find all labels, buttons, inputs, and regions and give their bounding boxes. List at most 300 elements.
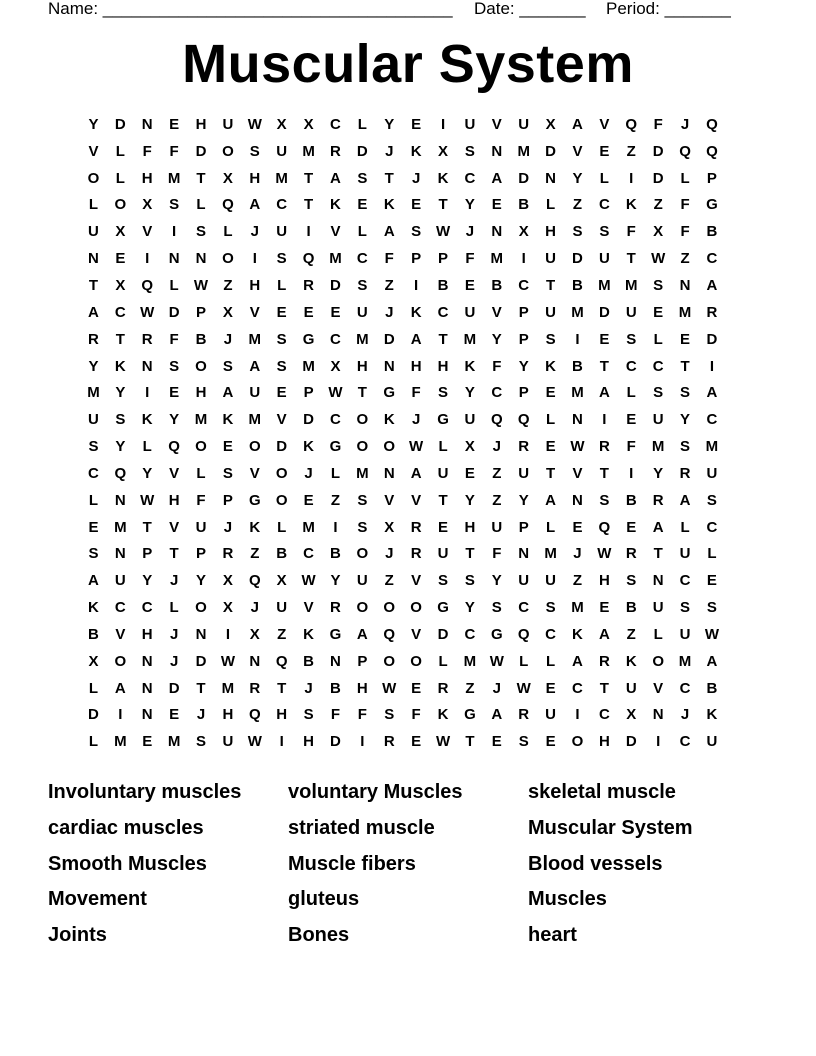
grid-letter: V xyxy=(384,491,395,509)
grid-letter: Q xyxy=(383,625,396,643)
grid-letter: B xyxy=(88,625,99,643)
grid-letter: U xyxy=(464,115,476,133)
grid-letter: V xyxy=(411,625,422,643)
grid-letter: H xyxy=(195,115,207,133)
grid-letter: S xyxy=(464,142,475,160)
student-info-header xyxy=(48,0,748,22)
grid-letter: P xyxy=(438,250,449,268)
grid-letter: S xyxy=(518,733,529,751)
grid-letter: F xyxy=(196,491,206,509)
grid-letter: A xyxy=(222,384,234,402)
grid-letter: G xyxy=(302,330,315,348)
grid-letter: M xyxy=(463,330,477,348)
grid-letter: B xyxy=(330,545,341,563)
grid-letter: G xyxy=(464,706,476,724)
grid-letter: A xyxy=(410,464,422,482)
grid-letter: S xyxy=(680,384,691,402)
grid-letter: W xyxy=(516,679,531,697)
grid-letter: C xyxy=(330,115,341,133)
grid-letter: A xyxy=(330,169,341,187)
grid-letter: T xyxy=(196,679,206,697)
grid-letter: X xyxy=(249,625,260,643)
grid-letter: U xyxy=(518,572,530,590)
grid-letter: U xyxy=(706,464,718,482)
grid-letter: J xyxy=(680,706,690,724)
grid-letter: S xyxy=(357,518,368,536)
grid-letter: Z xyxy=(653,196,663,214)
grid-letter: M xyxy=(248,330,262,348)
grid-letter: Y xyxy=(572,169,583,187)
grid-letter: N xyxy=(141,357,153,375)
grid-letter: F xyxy=(357,706,367,724)
grid-letter: E xyxy=(680,330,691,348)
grid-letter: M xyxy=(194,411,208,429)
grid-letter: N xyxy=(88,250,99,268)
grid-letter: Q xyxy=(222,196,234,214)
grid-letter: E xyxy=(438,518,449,536)
grid-letter: S xyxy=(249,142,260,160)
grid-letter: I xyxy=(145,250,150,268)
grid-letter: Y xyxy=(115,438,126,456)
grid-letter: H xyxy=(598,733,610,751)
page-title: Muscular System xyxy=(182,34,634,94)
grid-letter: T xyxy=(142,518,152,536)
grid-letter: U xyxy=(222,733,234,751)
grid-letter: D xyxy=(330,276,341,294)
grid-letter: F xyxy=(330,706,341,724)
grid-letter: A xyxy=(88,303,99,321)
grid-letter: U xyxy=(679,625,691,643)
grid-letter: O xyxy=(410,652,422,670)
grid-letter: L xyxy=(88,196,99,214)
grid-letter: E xyxy=(491,733,502,751)
grid-letter: J xyxy=(196,706,206,724)
grid-letter: Z xyxy=(572,196,583,214)
grid-letter: A xyxy=(491,169,503,187)
grid-letter: C xyxy=(330,411,341,429)
grid-letter: H xyxy=(195,384,207,402)
grid-letter: R xyxy=(410,518,422,536)
grid-letter: C xyxy=(303,545,314,563)
grid-letter: N xyxy=(679,276,691,294)
grid-letter: A xyxy=(356,625,368,643)
grid-letter: A xyxy=(249,196,261,214)
grid-letter: O xyxy=(275,464,288,482)
grid-letter: C xyxy=(518,276,530,294)
grid-letter: W xyxy=(140,303,155,321)
grid-letter: J xyxy=(250,599,259,617)
grid-letter: D xyxy=(330,733,341,751)
grid-letter: V xyxy=(249,303,260,321)
grid-letter: M xyxy=(114,733,127,751)
grid-letter: P xyxy=(518,518,529,536)
grid-letter: U xyxy=(518,115,530,133)
grid-letter: N xyxy=(195,250,207,268)
grid-letter: N xyxy=(114,491,126,509)
grid-letter: U xyxy=(679,545,691,563)
grid-letter: H xyxy=(249,276,261,294)
grid-letter: W xyxy=(247,733,262,751)
grid-letter: T xyxy=(196,169,206,187)
grid-letter: G xyxy=(706,196,718,214)
grid-letter: J xyxy=(680,115,690,133)
grid-letter: N xyxy=(572,491,583,509)
grid-letter: H xyxy=(168,491,180,509)
grid-letter: S xyxy=(706,599,717,617)
grid-letter: Y xyxy=(330,572,341,590)
grid-letter: X xyxy=(626,706,637,724)
grid-letter: Q xyxy=(141,276,154,294)
grid-letter: K xyxy=(437,169,449,187)
grid-letter: C xyxy=(598,706,610,724)
grid-letter: S xyxy=(599,491,610,509)
grid-letter: P xyxy=(357,652,368,670)
grid-letter: S xyxy=(303,706,314,724)
grid-letter: P xyxy=(411,250,422,268)
grid-letter: Y xyxy=(88,357,99,375)
grid-letter: C xyxy=(679,679,691,697)
grid-letter: B xyxy=(276,545,288,563)
word-bank-item: Movement xyxy=(48,888,147,911)
grid-letter: B xyxy=(572,357,583,375)
grid-letter: Z xyxy=(277,625,287,643)
grid-letter: U xyxy=(518,464,530,482)
grid-letter: Z xyxy=(626,142,636,160)
grid-letter: E xyxy=(330,303,341,321)
grid-letter: X xyxy=(653,223,664,241)
grid-letter: A xyxy=(545,491,556,509)
grid-letter: U xyxy=(195,518,207,536)
grid-letter: L xyxy=(142,438,152,456)
grid-letter: U xyxy=(464,411,476,429)
grid-letter: B xyxy=(518,196,530,214)
word-bank xyxy=(48,778,768,957)
grid-letter: R xyxy=(652,491,664,509)
grid-letter: U xyxy=(88,223,99,241)
word-bank-item: Smooth Muscles xyxy=(48,852,207,875)
grid-letter: U xyxy=(276,142,288,160)
grid-letter: H xyxy=(222,706,234,724)
grid-letter: K xyxy=(88,599,99,617)
grid-letter: O xyxy=(356,411,369,429)
grid-letter: X xyxy=(384,518,395,536)
grid-letter: M xyxy=(463,652,477,670)
grid-letter: M xyxy=(302,518,315,536)
grid-letter: W xyxy=(409,438,424,456)
grid-letter: J xyxy=(169,625,179,643)
grid-letter: M xyxy=(248,411,262,429)
grid-letter: D xyxy=(356,142,368,160)
grid-letter: F xyxy=(653,115,663,133)
grid-letter: N xyxy=(168,250,180,268)
word-bank-item: Bones xyxy=(288,924,350,947)
grid-letter: X xyxy=(545,115,556,133)
word-bank-item: cardiac muscles xyxy=(48,816,204,839)
grid-letter: X xyxy=(115,276,126,294)
grid-letter: A xyxy=(706,652,718,670)
grid-letter: C xyxy=(141,599,153,617)
grid-letter: A xyxy=(249,357,261,375)
grid-letter: U xyxy=(276,599,288,617)
grid-letter: Y xyxy=(464,384,475,402)
grid-letter: Z xyxy=(572,572,583,590)
grid-letter: C xyxy=(598,196,610,214)
grid-letter: T xyxy=(115,330,125,348)
grid-letter: A xyxy=(491,706,503,724)
grid-letter: T xyxy=(303,196,314,214)
grid-letter: S xyxy=(88,438,99,456)
grid-letter: M xyxy=(167,733,181,751)
grid-letter: Z xyxy=(250,545,260,563)
grid-letter: D xyxy=(195,142,207,160)
grid-letter: D xyxy=(598,303,610,321)
date-field-label: Date: _______ xyxy=(474,0,586,18)
grid-letter: E xyxy=(142,733,153,751)
grid-letter: J xyxy=(169,652,179,670)
grid-letter: D xyxy=(625,733,637,751)
grid-letter: S xyxy=(276,330,287,348)
grid-letter: X xyxy=(330,357,341,375)
grid-letter: U xyxy=(625,303,637,321)
grid-letter: U xyxy=(706,733,718,751)
grid-letter: K xyxy=(383,196,395,214)
grid-letter: Y xyxy=(518,491,529,509)
grid-letter: I xyxy=(279,733,284,751)
grid-letter: V xyxy=(303,599,314,617)
grid-letter: N xyxy=(330,652,341,670)
grid-letter: K xyxy=(706,706,718,724)
grid-letter: S xyxy=(626,330,637,348)
grid-letter: L xyxy=(546,518,556,536)
grid-letter: S xyxy=(706,491,717,509)
grid-letter: B xyxy=(437,276,449,294)
grid-letter: M xyxy=(490,250,504,268)
grid-letter: R xyxy=(625,545,637,563)
grid-letter: X xyxy=(222,599,233,617)
grid-letter: R xyxy=(141,330,153,348)
grid-letter: A xyxy=(410,330,422,348)
grid-letter: C xyxy=(545,625,556,643)
grid-letter: I xyxy=(521,250,526,268)
grid-letter: M xyxy=(87,384,100,402)
grid-letter: I xyxy=(629,464,634,482)
grid-letter: S xyxy=(438,384,449,402)
grid-letter: M xyxy=(329,250,342,268)
grid-letter: O xyxy=(248,438,261,456)
grid-letter: U xyxy=(545,706,556,724)
grid-letter: F xyxy=(384,250,394,268)
grid-letter: U xyxy=(464,303,476,321)
grid-letter: S xyxy=(169,357,180,375)
grid-letter: M xyxy=(544,545,557,563)
grid-letter: T xyxy=(357,384,367,402)
grid-letter: D xyxy=(303,411,314,429)
grid-letter: X xyxy=(142,196,153,214)
grid-letter: K xyxy=(330,196,341,214)
grid-letter: C xyxy=(625,357,637,375)
grid-letter: C xyxy=(114,599,126,617)
grid-letter: U xyxy=(491,518,503,536)
grid-letter: S xyxy=(276,357,287,375)
grid-letter: Y xyxy=(115,384,126,402)
grid-letter: M xyxy=(571,384,584,402)
grid-letter: E xyxy=(303,491,314,509)
grid-letter: H xyxy=(598,572,610,590)
grid-letter: M xyxy=(302,142,315,160)
grid-letter: O xyxy=(114,652,127,670)
grid-letter: T xyxy=(465,545,475,563)
grid-letter: T xyxy=(599,357,609,375)
grid-letter: L xyxy=(330,464,341,482)
grid-letter: I xyxy=(252,250,257,268)
grid-letter: H xyxy=(249,169,261,187)
grid-letter: U xyxy=(545,572,556,590)
grid-letter: D xyxy=(114,115,126,133)
grid-letter: F xyxy=(411,706,421,724)
grid-letter: O xyxy=(571,733,584,751)
word-search-grid xyxy=(80,111,740,755)
grid-letter: R xyxy=(598,652,610,670)
grid-letter: Z xyxy=(492,491,502,509)
grid-letter: E xyxy=(545,733,556,751)
grid-letter: L xyxy=(438,652,448,670)
grid-letter: E xyxy=(491,196,502,214)
grid-letter: S xyxy=(626,572,637,590)
grid-letter: W xyxy=(489,652,504,670)
grid-letter: V xyxy=(411,572,422,590)
grid-letter: I xyxy=(575,706,580,724)
grid-letter: T xyxy=(599,464,609,482)
grid-letter: L xyxy=(707,545,717,563)
grid-letter: D xyxy=(545,142,556,160)
grid-letter: I xyxy=(575,330,580,348)
period-field-label: Period: _______ xyxy=(606,0,731,18)
word-bank-item: Blood vessels xyxy=(528,852,663,875)
grid-letter: R xyxy=(383,733,395,751)
grid-letter: N xyxy=(141,115,153,133)
grid-letter: E xyxy=(626,518,637,536)
grid-letter: J xyxy=(492,438,501,456)
grid-letter: O xyxy=(356,438,369,456)
grid-letter: S xyxy=(572,223,583,241)
grid-letter: Z xyxy=(626,625,636,643)
grid-letter: E xyxy=(464,276,475,294)
grid-letter: J xyxy=(385,303,394,321)
grid-letter: C xyxy=(114,303,126,321)
grid-letter: F xyxy=(411,384,421,402)
grid-letter: E xyxy=(626,411,637,429)
grid-letter: R xyxy=(679,464,691,482)
grid-letter: C xyxy=(518,599,530,617)
grid-letter: F xyxy=(626,438,636,456)
grid-letter: D xyxy=(437,625,449,643)
grid-letter: J xyxy=(492,679,501,697)
grid-letter: E xyxy=(169,115,180,133)
grid-letter: L xyxy=(680,169,690,187)
grid-letter: X xyxy=(276,572,287,590)
grid-letter: A xyxy=(383,223,395,241)
grid-letter: T xyxy=(277,679,287,697)
grid-letter: M xyxy=(302,357,315,375)
grid-letter: L xyxy=(546,411,556,429)
grid-letter: E xyxy=(599,330,610,348)
grid-letter: R xyxy=(518,706,530,724)
grid-letter: E xyxy=(572,518,583,536)
grid-letter: Q xyxy=(114,464,127,482)
grid-letter: N xyxy=(545,169,556,187)
grid-letter: C xyxy=(652,357,664,375)
grid-letter: Q xyxy=(598,518,611,536)
grid-letter: Y xyxy=(464,196,475,214)
grid-letter: N xyxy=(491,142,503,160)
grid-letter: L xyxy=(357,115,367,133)
grid-letter: F xyxy=(142,142,152,160)
grid-letter: W xyxy=(220,652,235,670)
grid-letter: Y xyxy=(196,572,207,590)
grid-letter: Q xyxy=(517,625,530,643)
grid-letter: R xyxy=(706,303,718,321)
grid-letter: Z xyxy=(492,464,502,482)
grid-letter: G xyxy=(383,384,396,402)
grid-letter: B xyxy=(195,330,207,348)
grid-letter: J xyxy=(411,411,421,429)
grid-letter: O xyxy=(383,599,396,617)
grid-letter: M xyxy=(114,518,127,536)
grid-letter: L xyxy=(196,464,206,482)
grid-letter: M xyxy=(167,169,181,187)
grid-letter: J xyxy=(304,679,313,697)
grid-letter: K xyxy=(141,411,153,429)
grid-letter: W xyxy=(301,572,316,590)
grid-letter: X xyxy=(303,115,314,133)
grid-letter: K xyxy=(437,706,449,724)
grid-letter: V xyxy=(491,303,502,321)
grid-letter: C xyxy=(356,250,368,268)
grid-letter: S xyxy=(680,438,691,456)
grid-letter: U xyxy=(356,303,368,321)
grid-letter: P xyxy=(222,491,233,509)
grid-letter: S xyxy=(384,706,395,724)
grid-letter: D xyxy=(168,679,180,697)
grid-letter: Y xyxy=(464,491,475,509)
grid-letter: L xyxy=(88,491,99,509)
grid-letter: S xyxy=(545,599,556,617)
grid-letter: W xyxy=(704,625,720,643)
grid-letter: D xyxy=(276,438,288,456)
grid-letter: A xyxy=(706,384,718,402)
grid-letter: T xyxy=(384,169,394,187)
grid-letter: L xyxy=(115,142,125,160)
grid-letter: K xyxy=(572,625,583,643)
grid-letter: H xyxy=(437,357,449,375)
grid-letter: E xyxy=(357,196,368,214)
grid-letter: Q xyxy=(706,115,718,133)
grid-letter: T xyxy=(169,545,179,563)
name-field-label: Name: _____________________________________ xyxy=(48,0,453,18)
grid-letter: E xyxy=(303,303,314,321)
grid-letter: L xyxy=(680,518,690,536)
grid-letter: I xyxy=(414,276,419,294)
grid-letter: X xyxy=(464,438,475,456)
grid-letter: I xyxy=(225,625,230,643)
grid-letter: Z xyxy=(330,491,341,509)
grid-letter: D xyxy=(88,706,99,724)
grid-letter: Q xyxy=(517,411,530,429)
grid-letter: T xyxy=(599,679,609,697)
word-bank-item: Involuntary muscles xyxy=(48,781,242,803)
grid-letter: R xyxy=(330,599,341,617)
grid-letter: E xyxy=(545,384,556,402)
